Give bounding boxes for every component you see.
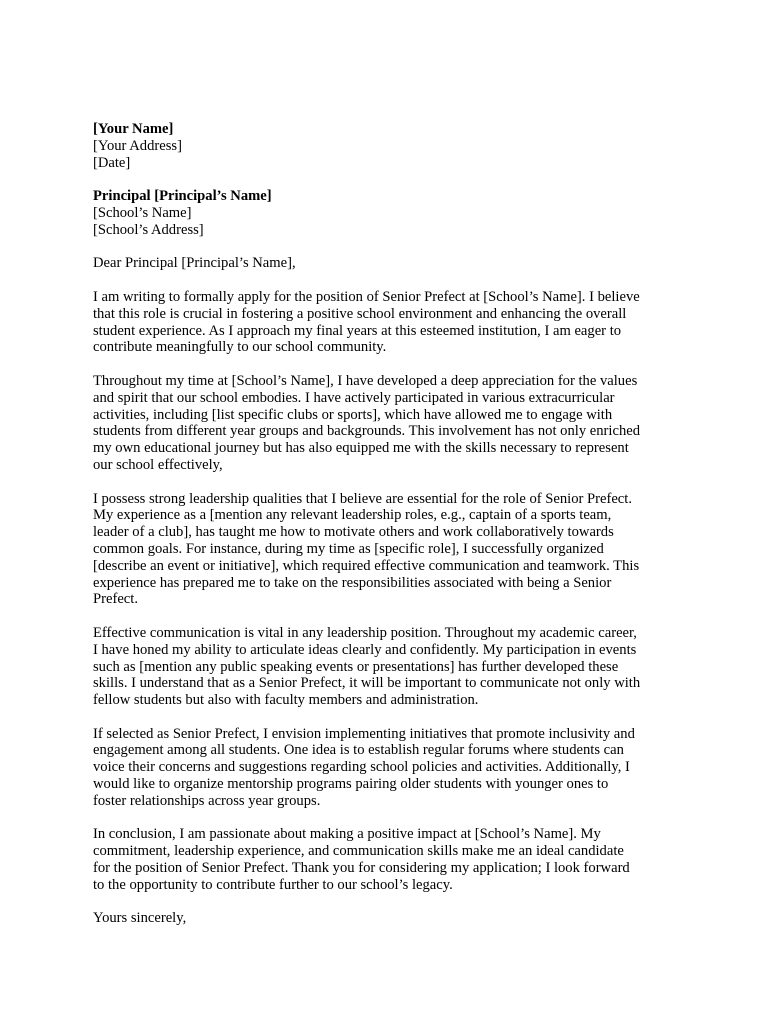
body-paragraph <box>93 491 693 609</box>
paragraph-line: would like to organize mentorship programs pairing older students with younger ones to <box>93 776 609 793</box>
paragraph-line: skills. I understand that as a Senior Prefect, it will be important to communicate not only with <box>93 675 641 692</box>
salutation <box>93 255 693 272</box>
paragraph-line: such as [mention any public speaking events or presentations] has further developed these <box>93 658 619 675</box>
paragraph-line: student experience. As I approach my final years at this esteemed institution, I am eager to <box>93 322 622 339</box>
body-paragraph <box>93 826 693 893</box>
recipient-block <box>93 188 693 238</box>
sender-name: [Your Name] <box>93 121 174 137</box>
paragraph-line: Prefect. <box>93 591 138 608</box>
paragraph-line: In conclusion, I am passionate about making a positive impact at [School’s Name]. My <box>93 826 601 843</box>
recipient-school-address: [School’s Address] <box>93 221 204 238</box>
sender-address: [Your Address] <box>93 137 182 154</box>
paragraph-line: engagement among all students. One idea is to establish regular forums where students can <box>93 742 624 759</box>
paragraph-line: My experience as a [mention any relevant leadership roles, e.g., captain of a sports team, <box>93 507 612 524</box>
paragraph-line: Throughout my time at [School’s Name], I have developed a deep appreciation for the values <box>93 372 638 389</box>
paragraph-line: to the opportunity to contribute further to our school’s legacy. <box>93 876 453 893</box>
paragraph-line: foster relationships across year groups. <box>93 792 321 809</box>
paragraph-line: common goals. For instance, during my time as [specific role], I successfully organized <box>93 540 604 557</box>
paragraph-line: fellow students but also with faculty members and administration. <box>93 692 479 709</box>
paragraph-line: I possess strong leadership qualities that I believe are essential for the role of Senior Prefect. <box>93 490 632 507</box>
paragraph-line: leader of a club], has taught me how to motivate others and work collaboratively towards <box>93 524 614 541</box>
paragraph-line: voice their concerns and suggestions regarding school policies and activities. Additionally, I <box>93 759 630 776</box>
body-paragraph <box>93 625 693 709</box>
paragraph-line: activities, including [list specific clubs or sports], which have allowed me to engage with <box>93 406 613 423</box>
paragraph-line: and spirit that our school embodies. I have actively participated in various extracurricular <box>93 389 615 406</box>
paragraph-line: Effective communication is vital in any leadership position. Throughout my academic career, <box>93 624 637 641</box>
paragraph-line: experience has prepared me to take on the responsibilities associated with being a Senior <box>93 574 612 591</box>
recipient-title: Principal [Principal’s Name] <box>93 188 272 205</box>
paragraph-line: If selected as Senior Prefect, I envision implementing initiatives that promote inclusivity and <box>93 725 635 742</box>
paragraph-line: I am writing to formally apply for the position of Senior Prefect at [School’s Name]. I believe <box>93 288 640 305</box>
closing-text: Yours sincerely, <box>93 910 187 927</box>
paragraph-line: students from different year groups and backgrounds. This involvement has not only enriched <box>93 423 641 440</box>
paragraph-line: commitment, leadership experience, and communication skills make me an ideal candidate <box>93 843 624 860</box>
paragraph-line: my own educational journey but has also equipped me with the skills necessary to represent <box>93 440 629 457</box>
sender-block <box>93 121 693 171</box>
paragraph-line: for the position of Senior Prefect. Thank you for considering my application; I look forward <box>93 860 630 877</box>
recipient-school-name: [School’s Name] <box>93 204 192 221</box>
paragraph-line: [describe an event or initiative], which required effective communication and teamwork. This <box>93 557 640 574</box>
paragraph-line: contribute meaningfully to our school community. <box>93 339 387 356</box>
body-paragraph <box>93 726 693 810</box>
paragraph-line: that this role is crucial in fostering a positive school environment and enhancing the overall <box>93 305 627 322</box>
salutation-text: Dear Principal [Principal’s Name], <box>93 255 296 272</box>
letter-page <box>93 121 693 944</box>
letter-date: [Date] <box>93 154 131 171</box>
paragraph-line: our school effectively, <box>93 456 223 473</box>
body-paragraph <box>93 289 693 356</box>
closing <box>93 910 693 927</box>
body-paragraph <box>93 373 693 474</box>
paragraph-line: I have honed my ability to articulate ideas clearly and confidently. My participation in events <box>93 641 637 658</box>
